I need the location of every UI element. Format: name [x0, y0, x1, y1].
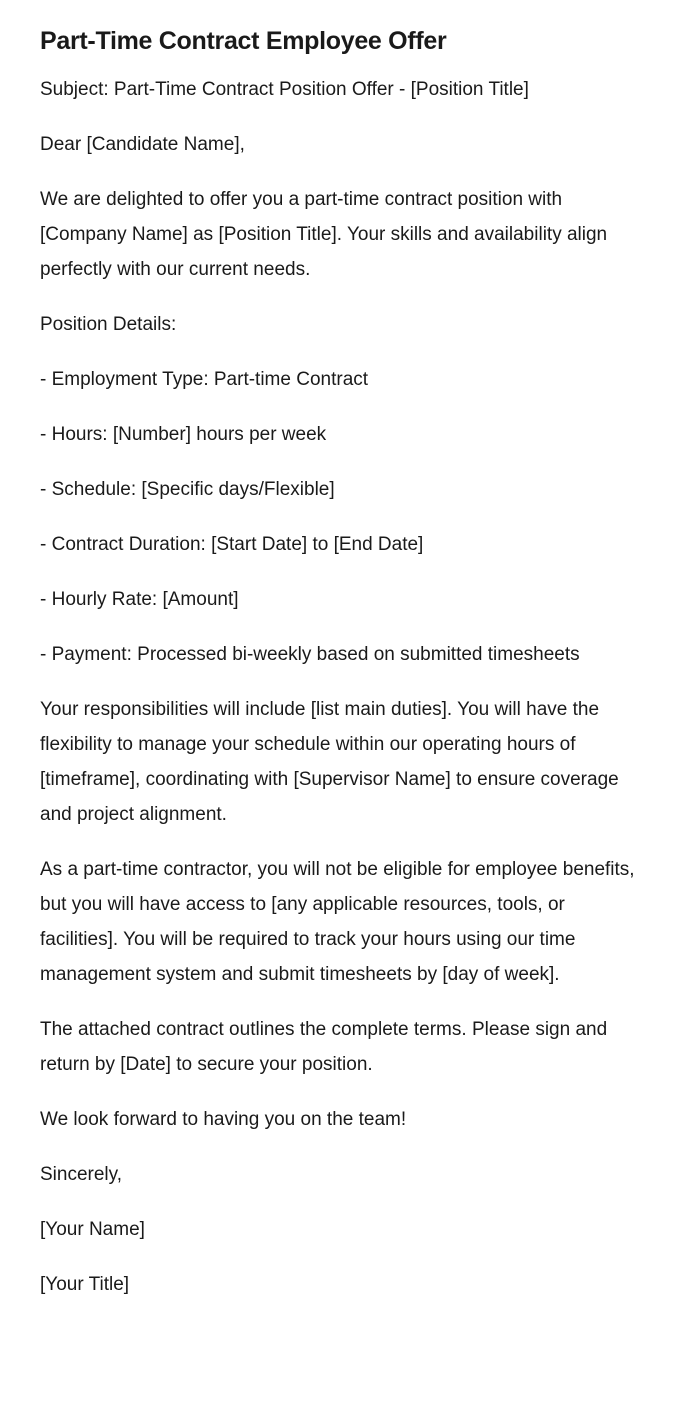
detail-employment-type: - Employment Type: Part-time Contract — [40, 369, 369, 390]
document-title: Part-Time Contract Employee Offer — [40, 27, 447, 55]
signer-title: [Your Title] — [40, 1274, 130, 1295]
benefits-paragraph: As a part-time contractor, you will not be eligible for employee benefits, but you will have access to [any applicable resources, tools, or facilities]. You will be required to track your hours using our time management system and submit timesheets by [day of week]. — [40, 859, 635, 985]
subject-line: Subject: Part-Time Contract Position Offer - [Position Title] — [40, 79, 529, 100]
responsibilities-paragraph: Your responsibilities will include [list main duties]. You will have the flexibility to manage your schedule within our operating hours of [timeframe], coordinating with [Supervisor Name] to ensure coverage and project alignment. — [40, 699, 619, 825]
salutation: Dear [Candidate Name], — [40, 134, 245, 155]
contract-paragraph: The attached contract outlines the complete terms. Please sign and return by [Date] to secure your position. — [40, 1019, 608, 1075]
signer-name: [Your Name] — [40, 1219, 145, 1240]
detail-hourly-rate: - Hourly Rate: [Amount] — [40, 589, 239, 610]
intro-paragraph: We are delighted to offer you a part-time contract position with [Company Name] as [Position Title]. Your skills and availability align perfectly with our current needs. — [40, 189, 608, 280]
detail-contract-duration: - Contract Duration: [Start Date] to [End Date] — [40, 534, 424, 555]
position-details-heading: Position Details: — [40, 314, 177, 335]
detail-hours: - Hours: [Number] hours per week — [40, 424, 327, 445]
closing-paragraph: We look forward to having you on the team! — [40, 1109, 407, 1130]
detail-schedule: - Schedule: [Specific days/Flexible] — [40, 479, 335, 500]
sign-off: Sincerely, — [40, 1164, 123, 1185]
detail-payment: - Payment: Processed bi-weekly based on submitted timesheets — [40, 644, 580, 665]
